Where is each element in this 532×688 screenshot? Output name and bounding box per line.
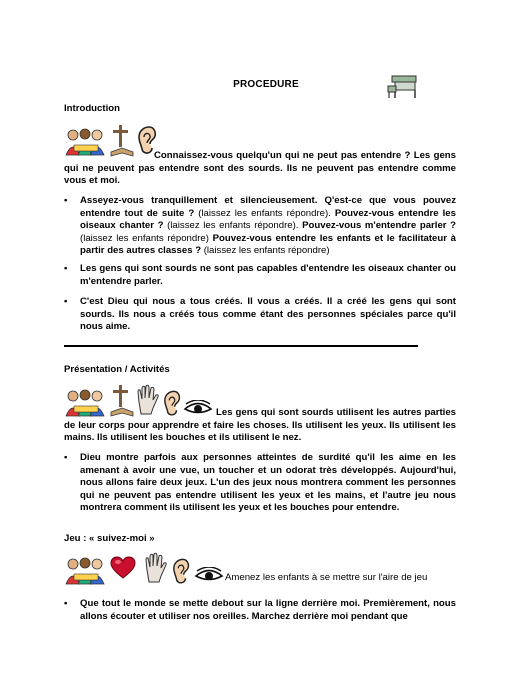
ear-icon [172, 558, 190, 586]
list-item [64, 452, 456, 515]
bullet-mark: • [64, 195, 68, 206]
list-item [64, 195, 456, 258]
presentation-heading: Présentation / Activités [64, 364, 170, 375]
bullet-text: Asseyez-vous tranquillement et silencieusement. Q'est-ce que vous pouvez entendre tout de suite ? [80, 195, 456, 219]
list-item [64, 263, 456, 288]
bullet-text: C'est Dieu qui nous a tous créés. Il vous a créés. Il a créé les gens qui sont sourds. Ils nous a créés tous comme étant des personnes spéciales parce qu'il nous aime. [80, 296, 456, 333]
bullet-mark: • [64, 296, 68, 307]
page-title: PROCEDURE [233, 79, 299, 90]
game-heading: Jeu : « suivez-moi » [64, 533, 155, 544]
bullet-text: Dieu montre parfois aux personnes atteintes de surdité qu'il les aime en les amenant à avoir une vue, un toucher et un odorat très développés. Aujourd'hui, nous allons faire deux jeux. L'un des jeux nous montrera comment les personnes qui ne peuvent pas entendre utilisent les yeux et les mains, et l'autre jeu nous montrera comment ils utilisent les yeux et les bouches pour entendre. [80, 452, 456, 514]
bullet-text: Pouvez-vous m'entendre parler ? [302, 220, 456, 232]
desk-icon [386, 72, 422, 100]
children-group-icon [64, 556, 108, 586]
bullet-text: (laissez les enfants répondre) [201, 245, 330, 257]
presentation-lead: Les gens qui sont sourds utilisent les autres parties de leur corps pour apprendre et faire les choses. Ils utilisent les yeux. Ils utilisent les mains. Ils utilisent les bouches et ils utilisent le nez. [64, 407, 456, 444]
bullet-text: Que tout le monde se mette debout sur la ligne derrière moi. Premièrement, nous allons écouter et utiliser nos oreilles. Marchez derrière moi pendant que [80, 598, 456, 622]
bullet-text: Les gens qui sont sourds ne sont pas capables d'entendre les oiseaux chanter ou m'entendre parler. [80, 263, 456, 287]
bullet-text: (laissez les enfants répondre). [163, 220, 303, 232]
bullet-mark: • [64, 598, 68, 609]
list-item [64, 598, 456, 623]
eye-icon [194, 567, 224, 583]
hand-icon [143, 552, 169, 584]
bullet-text: (laissez les enfants répondre). [194, 207, 335, 219]
section-divider [64, 345, 418, 347]
heart-icon [110, 556, 136, 580]
intro-heading: Introduction [64, 103, 120, 114]
bullet-text: Pouvez-vous entendre les enfants et le facilitateur à partir des autres classes ? [80, 232, 456, 257]
game-instruction: Amenez les enfants à se mettre sur l'aire de jeu [225, 572, 428, 583]
bullet-text: Pouvez-vous entendre les oiseaux chanter ? [80, 207, 456, 232]
bullet-text: (laissez les enfants répondre) [80, 232, 213, 244]
bullet-mark: • [64, 452, 68, 463]
list-item [64, 296, 456, 334]
intro-lead: Connaissez-vous quelqu'un qui ne peut pas entendre ? Les gens qui ne peuvent pas entendre sont des sourds. Ils ne peuvent pas entendre comme vous et moi. [64, 150, 456, 187]
bullet-mark: • [64, 263, 68, 274]
